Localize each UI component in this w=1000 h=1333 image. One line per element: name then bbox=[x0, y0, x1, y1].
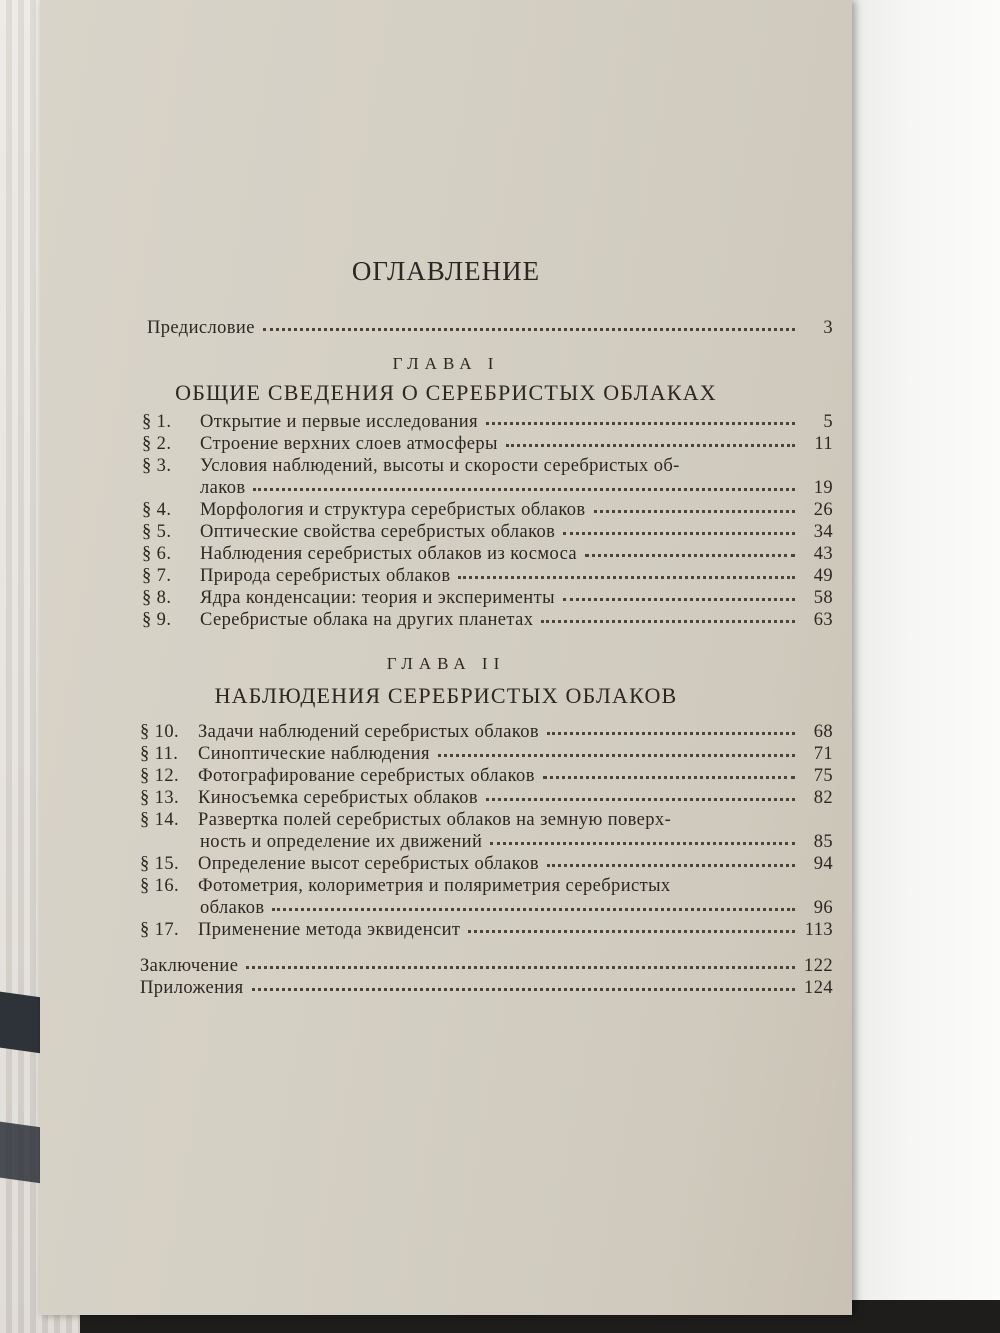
toc-entry-continuation bbox=[200, 478, 833, 500]
entry-page: 75 bbox=[813, 766, 833, 786]
entry-title: Приложения bbox=[140, 978, 244, 998]
section-number: § 8. bbox=[142, 588, 172, 608]
section-number: § 16. bbox=[140, 876, 179, 896]
entry-title: Развертка полей серебристых облаков на земную поверх- bbox=[198, 810, 672, 830]
entry-title: Ядра конденсации: теория и эксперименты bbox=[200, 588, 555, 608]
section-number: § 5. bbox=[142, 522, 172, 542]
leader-dots bbox=[253, 488, 795, 491]
toc-heading: ОГЛАВЛЕНИЕ bbox=[351, 256, 541, 286]
leader-dots bbox=[246, 966, 795, 969]
entry-title: Предисловие bbox=[147, 318, 255, 338]
entry-title: Фотографирование серебристых облаков bbox=[198, 766, 535, 786]
entry-page: 96 bbox=[813, 898, 833, 918]
entry-title: Применение метода эквиденсит bbox=[198, 920, 461, 940]
section-number: § 1. bbox=[142, 412, 172, 432]
section-number: § 11. bbox=[140, 744, 179, 764]
section-number: § 4. bbox=[142, 500, 172, 520]
toc-entry-continuation bbox=[200, 832, 833, 854]
toc-entry bbox=[142, 544, 833, 566]
toc-entry bbox=[140, 920, 833, 942]
toc-entry bbox=[140, 722, 833, 744]
section-number: § 17. bbox=[140, 920, 179, 940]
white-sheet-background bbox=[850, 0, 1000, 1333]
entry-page: 49 bbox=[813, 566, 833, 586]
section-number: § 10. bbox=[140, 722, 179, 742]
entry-title: Киносъемка серебристых облаков bbox=[198, 788, 479, 808]
toc-entry bbox=[140, 766, 833, 788]
leader-dots bbox=[252, 988, 795, 991]
entry-title: Наблюдения серебристых облаков из космоса bbox=[200, 544, 578, 564]
toc-entry bbox=[142, 434, 833, 456]
entry-page: 68 bbox=[813, 722, 833, 742]
entry-title-continuation: лаков bbox=[200, 478, 246, 498]
leader-dots bbox=[585, 554, 795, 557]
entry-title: Определение высот серебристых облаков bbox=[198, 854, 540, 874]
entry-title: Фотометрия, колориметрия и поляриметрия серебристых bbox=[198, 876, 671, 896]
leader-dots bbox=[468, 930, 795, 933]
toc-entry bbox=[142, 456, 833, 478]
entry-page: 113 bbox=[804, 920, 833, 940]
entry-page: 71 bbox=[813, 744, 833, 764]
leader-dots bbox=[547, 864, 795, 867]
leader-dots bbox=[547, 732, 795, 735]
leader-dots bbox=[272, 908, 795, 911]
chapter-title: ОБЩИЕ СВЕДЕНИЯ О СЕРЕБРИСТЫХ ОБЛАКАХ bbox=[175, 380, 717, 405]
leader-dots bbox=[506, 444, 795, 447]
leader-dots bbox=[486, 798, 795, 801]
leader-dots bbox=[543, 776, 795, 779]
toc-entry-preface bbox=[147, 318, 833, 340]
leader-dots bbox=[594, 510, 795, 513]
section-number: § 2. bbox=[142, 434, 172, 454]
entry-title: Открытие и первые исследования bbox=[200, 412, 479, 432]
toc-entry bbox=[140, 744, 833, 766]
section-number: § 12. bbox=[140, 766, 179, 786]
entry-title-continuation: облаков bbox=[200, 898, 265, 918]
entry-page: 122 bbox=[804, 956, 833, 976]
entry-title: Синоптические наблюдения bbox=[198, 744, 430, 764]
entry-page: 11 bbox=[814, 434, 833, 454]
leader-dots bbox=[563, 598, 795, 601]
section-number: § 3. bbox=[142, 456, 172, 476]
book-page bbox=[40, 0, 852, 1315]
leader-dots bbox=[486, 422, 795, 425]
toc-entry bbox=[142, 500, 833, 522]
toc-entry-conclusion bbox=[140, 956, 833, 978]
leader-dots bbox=[490, 842, 795, 845]
entry-title: Заключение bbox=[140, 956, 239, 976]
leader-dots bbox=[563, 532, 795, 535]
entry-page: 19 bbox=[813, 478, 833, 498]
entry-title: Условия наблюдений, высоты и скорости серебристых об- bbox=[200, 456, 680, 476]
toc-entry bbox=[140, 810, 833, 832]
toc-entry bbox=[140, 876, 833, 898]
entry-page: 58 bbox=[813, 588, 833, 608]
section-number: § 13. bbox=[140, 788, 179, 808]
entry-page: 3 bbox=[823, 318, 833, 338]
leader-dots bbox=[458, 576, 795, 579]
section-number: § 7. bbox=[142, 566, 172, 586]
entry-title: Строение верхних слоев атмосферы bbox=[200, 434, 498, 454]
entry-page: 124 bbox=[804, 978, 833, 998]
toc-entry-continuation bbox=[200, 898, 833, 920]
leader-dots bbox=[541, 620, 795, 623]
chapter-label: ГЛАВА II bbox=[386, 654, 506, 673]
leader-dots bbox=[263, 328, 795, 331]
entry-page: 5 bbox=[823, 412, 833, 432]
entry-page: 34 bbox=[813, 522, 833, 542]
toc-entry-appendix bbox=[140, 978, 833, 1000]
entry-title: Морфология и структура серебристых облаков bbox=[200, 500, 586, 520]
entry-title-continuation: ность и определение их движений bbox=[200, 832, 483, 852]
entry-title: Задачи наблюдений серебристых облаков bbox=[198, 722, 540, 742]
toc-entry bbox=[140, 788, 833, 810]
chapter-label: ГЛАВА I bbox=[392, 354, 500, 373]
entry-title: Серебристые облака на других планетах bbox=[200, 610, 534, 630]
entry-title: Природа серебристых облаков bbox=[200, 566, 451, 586]
entry-title: Оптические свойства серебристых облаков bbox=[200, 522, 556, 542]
section-number: § 14. bbox=[140, 810, 179, 830]
entry-page: 82 bbox=[813, 788, 833, 808]
toc-entry bbox=[142, 522, 833, 544]
entry-page: 43 bbox=[813, 544, 833, 564]
toc-entry bbox=[142, 566, 833, 588]
chapter-title: НАБЛЮДЕНИЯ СЕРЕБРИСТЫХ ОБЛАКОВ bbox=[214, 683, 678, 708]
section-number: § 6. bbox=[142, 544, 172, 564]
toc-entry bbox=[142, 610, 833, 632]
entry-page: 63 bbox=[813, 610, 833, 630]
toc-entry bbox=[140, 854, 833, 876]
section-number: § 9. bbox=[142, 610, 172, 630]
entry-page: 94 bbox=[813, 854, 833, 874]
section-number: § 15. bbox=[140, 854, 179, 874]
entry-page: 26 bbox=[813, 500, 833, 520]
toc-entry bbox=[142, 588, 833, 610]
leader-dots bbox=[438, 754, 795, 757]
entry-page: 85 bbox=[813, 832, 833, 852]
toc-entry bbox=[142, 412, 833, 434]
